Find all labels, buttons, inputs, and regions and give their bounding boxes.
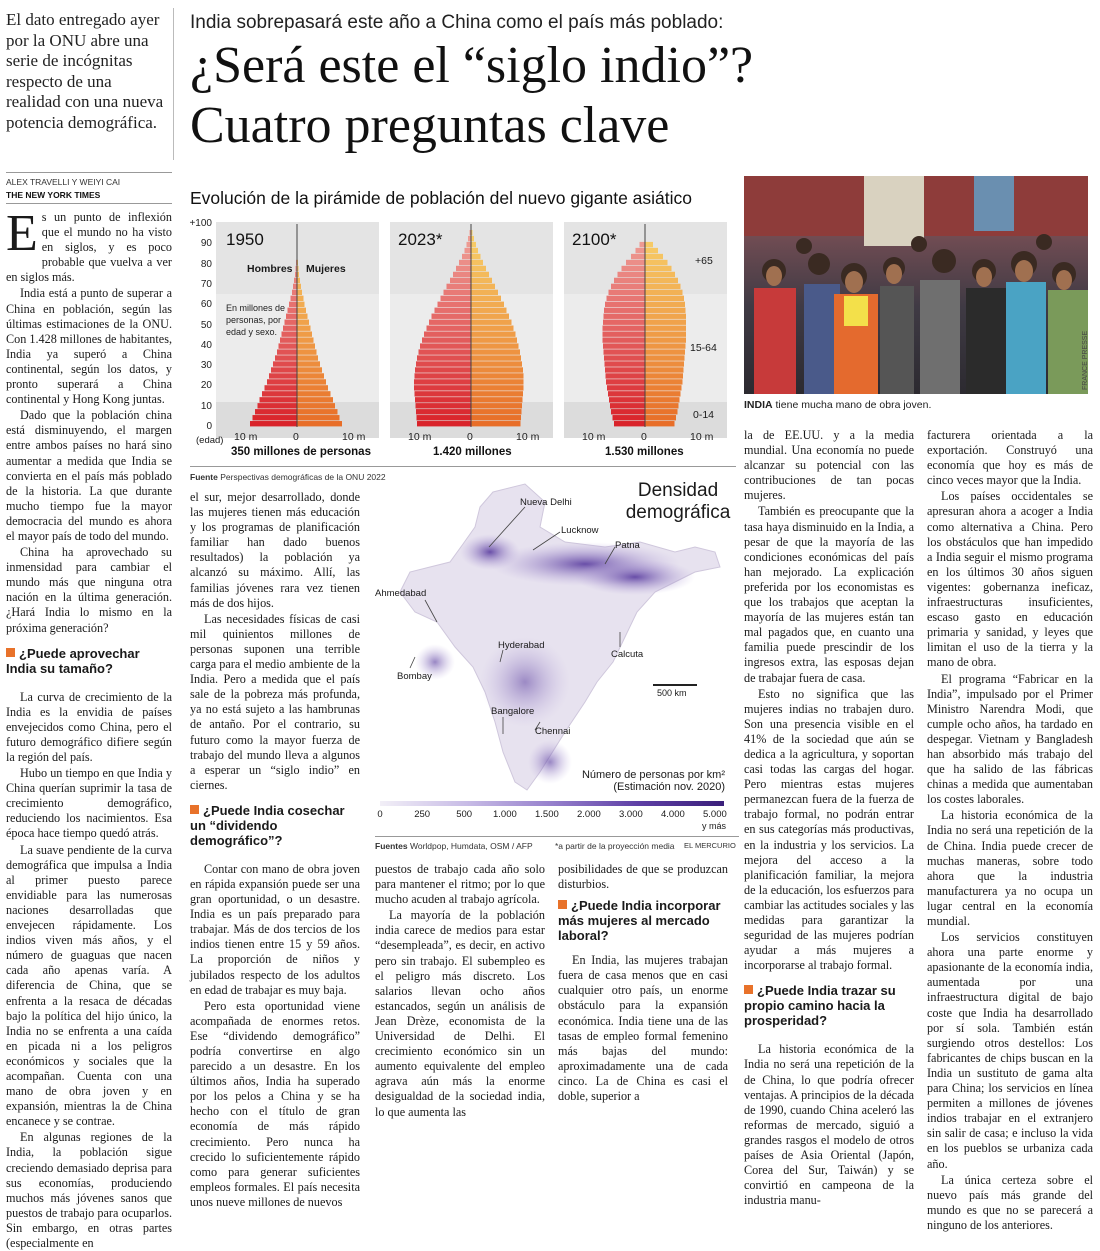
- pyramid-bar-women: [297, 391, 331, 396]
- pyramid-bar-women: [471, 343, 519, 348]
- kicker: India sobrepasará este año a China como el país más poblado:: [190, 12, 723, 34]
- pyramid-bar-men: [607, 296, 646, 301]
- pyramid-bar-men: [603, 331, 646, 336]
- total-1950: 350 millones de personas: [231, 446, 371, 458]
- article-column-2: [190, 490, 360, 1078]
- pyramid-bar-men: [614, 278, 645, 283]
- pyramid-bar-women: [471, 278, 492, 283]
- city-nueva-delhi: Nueva Delhi: [520, 497, 572, 508]
- pyramid-bar-men: [603, 326, 646, 331]
- pyramid-bar-men: [260, 397, 298, 402]
- legend-men: Hombres: [247, 263, 293, 275]
- label-15-64: 15-64: [690, 342, 717, 354]
- pyramid-bar-women: [645, 278, 678, 283]
- projection-note: *a partir de la proyección media: [555, 841, 675, 851]
- xtick: 0: [641, 431, 647, 443]
- pyramid-bar-women: [297, 397, 333, 402]
- pyramid-bar-women: [645, 290, 683, 295]
- city-patna: Patna: [615, 540, 640, 551]
- pyramid-bar-men: [416, 409, 471, 414]
- pyramid-bar-women: [645, 337, 686, 342]
- age-tick: 70: [186, 279, 212, 290]
- headline-line-2: Cuatro preguntas clave: [190, 98, 669, 154]
- pyramid-bar-men: [607, 385, 645, 390]
- total-2100: 1.530 millones: [605, 446, 684, 458]
- paragraph: el sur, mejor desarrollado, donde las mujeres tienen más educación y los programas de planificación familiar han dado buenos resultados) la población ya alcanzó su máximo. Allí, las familias jóvenes rara vez tienen más de dos hijos.: [190, 490, 360, 611]
- year-label-2100: 2100*: [572, 230, 616, 250]
- pyramid-bar-women: [645, 373, 683, 378]
- pyramid-bar-men: [631, 254, 645, 259]
- pyramid-bar-women: [297, 367, 322, 372]
- pyramid-bar-women: [297, 296, 304, 301]
- pyramid-bar-women: [297, 320, 309, 325]
- pyramid-bar-women: [645, 409, 678, 414]
- pyramid-bar-men: [636, 248, 646, 253]
- paragraph: Los países occidentales se apresuran ahora a acoger a India como alternativa a China. Pero los obstáculos que han impedido a India seguir el mismo programa en los últimos 30 años siguen vigentes: gobernanza ineficaz, infraestructuras insuficientes, escaso gasto en educación primaria y sanidad, y leyes que limitan el uso de la tierra y la mano de obra.: [927, 489, 1093, 670]
- pyramid-bar-women: [471, 326, 514, 331]
- age-tick: 30: [186, 360, 212, 371]
- pyramid-bar-women: [471, 349, 520, 354]
- pyramid-bar-women: [471, 379, 524, 384]
- article-column-4: [558, 862, 728, 1078]
- city-calcuta: Calcuta: [611, 649, 643, 660]
- chart-title: Evolución de la pirámide de población del nuevo gigante asiático: [190, 188, 692, 209]
- pyramid-bar-men: [422, 337, 471, 342]
- pyramid-bar-women: [297, 343, 315, 348]
- pyramid-bar-men: [280, 337, 297, 342]
- pyramid-bar-men: [273, 361, 297, 366]
- pyramid-bar-men: [622, 266, 646, 271]
- pyramid-bar-men: [279, 343, 298, 348]
- pyramid-bar-women: [297, 409, 338, 414]
- pyramid-bar-men: [427, 326, 472, 331]
- pyramid-bar-women: [471, 415, 521, 420]
- pyramid-bar-men: [603, 320, 645, 325]
- pyramid-bar-women: [297, 403, 335, 408]
- paragraph: Contar con mano de obra joven en rápida expansión puede ser una gran oportunidad, o un desastre. India es un país preparado para trabajar. Más de dos tercios de los indios tienen entre 15 y 59 años. La proporción de niños y jubilados respecto de los adultos en edad de trabajar es muy baja.: [190, 862, 360, 998]
- pyramid-bar-men: [603, 343, 645, 348]
- pyramid-bar-men: [605, 367, 645, 372]
- paragraph: Dado que la población china está disminuyendo, el margen entre ambos países no hará sino aumentar a medida que India se convierta en el país más poblado de la historia. La que durante mucho tiempo fue la mayor democracia del mundo es ahora el mayor país de todo del mundo.: [6, 408, 172, 544]
- pyramid-bar-women: [645, 349, 685, 354]
- city-bangalore: Bangalore: [491, 706, 534, 717]
- pyramid-bar-men: [265, 385, 298, 390]
- legend-tick: 0: [377, 809, 382, 820]
- pyramid-bar-women: [645, 355, 685, 360]
- paragraph: la de EE.UU. y a la media mundial. Una economía no puede alcanzar su potencial con las contribuciones de tan pocas mujeres.: [744, 428, 914, 503]
- pyramid-bar-men: [459, 260, 471, 265]
- intro-text: El dato entregado ayer por la ONU abre una serie de incógnitas respecto de una realidad con una nueva potencia demográfica.: [6, 10, 166, 133]
- pyramid-bar-men: [626, 260, 645, 265]
- pyramid-bar-men: [609, 397, 645, 402]
- pyramid-bar-women: [471, 242, 476, 247]
- pyramid-bar-men: [415, 367, 471, 372]
- legend-tick: 5.000: [703, 809, 727, 820]
- pyramid-bar-women: [645, 302, 685, 307]
- pyramid-bar-women: [471, 337, 517, 342]
- pyramid-bar-men: [420, 343, 471, 348]
- pyramid-bar-men: [414, 379, 471, 384]
- paragraph: En India, las mujeres trabajan fuera de casa menos que en casi cualquier otro país, un enorme obstáculo para la expansión económica. India tiene una de las tasas de empleo formal femenino más bajas del mundo: aproximadamente una de cada cinco. La de China es casi el doble, superior a: [558, 953, 728, 1104]
- pyramid-bar-women: [645, 343, 686, 348]
- paragraph: La historia económica de la India no será una repetición de la de China, lo que podría ofrecer ventajas. A principios de la década de 1990, cuando China aceleró las reformas de mercado, siguió a grandes rasgos el modelo de otros países de Asia Oriental (Japón, Corea del Sur, Taiwán) y se convirtió en campeona de la industria manu-: [744, 1042, 914, 1208]
- xtick: 10 m: [690, 431, 713, 443]
- pyramid-bar-men: [606, 373, 646, 378]
- xtick: 10 m: [582, 431, 605, 443]
- pyramid-bar-women: [645, 314, 686, 319]
- pyramid-bar-women: [471, 254, 481, 259]
- pyramid-bar-women: [645, 403, 679, 408]
- paragraph: s un punto de inflexión que el mundo no ha visto en siglos, y es poco probable que vuelva a ver en siglos más.: [6, 210, 172, 284]
- pyramid-bar-men: [610, 403, 645, 408]
- pyramid-bar-women: [471, 314, 509, 319]
- pyramid-bar-men: [253, 415, 298, 420]
- city-bombay: Bombay: [397, 671, 432, 682]
- age-tick: 10: [186, 401, 212, 412]
- city-chennai: Chennai: [535, 726, 570, 737]
- pyramid-bar-men: [609, 290, 646, 295]
- pyramid-bar-men: [416, 403, 472, 408]
- pyramid-bar-men: [417, 421, 471, 426]
- pyramid-bar-women: [645, 421, 675, 426]
- pyramid-bar-women: [645, 308, 686, 313]
- pyramid-bar-women: [297, 290, 302, 295]
- byline: ALEX TRAVELLI Y WEIYI CAI: [6, 177, 120, 187]
- article-column-6: [927, 428, 1093, 1078]
- pyramid-bar-men: [604, 314, 646, 319]
- pyramid-bar-men: [435, 308, 472, 313]
- map-sources: Fuentes Worldpop, Humdata, OSM / AFP: [375, 841, 533, 851]
- pyramid-bar-men: [417, 355, 471, 360]
- pyramid-bar-men: [611, 409, 645, 414]
- pyramid-bar-women: [297, 331, 312, 336]
- age-tick: 20: [186, 380, 212, 391]
- map-rule: [375, 836, 739, 837]
- pyramid-bar-women: [645, 254, 663, 259]
- pyramid-bar-women: [645, 242, 653, 247]
- pyramid-bar-men: [605, 302, 645, 307]
- article-column-5: [744, 428, 914, 1078]
- legend-title: Número de personas por km² (Estimación nov. 2020): [563, 769, 725, 793]
- pyramid-bar-men: [608, 391, 645, 396]
- pyramid-bar-women: [645, 260, 668, 265]
- pyramid-bar-women: [471, 331, 516, 336]
- pyramid-bar-women: [297, 284, 301, 289]
- pyramid-bar-men: [417, 415, 472, 420]
- pyramid-bar-men: [277, 349, 297, 354]
- unit-note: En millones de personas, por edad y sexo.: [226, 302, 290, 338]
- pyramid-bar-women: [471, 355, 521, 360]
- pyramid-bar-women: [471, 403, 522, 408]
- city-lucknow: Lucknow: [561, 525, 599, 536]
- photo-caption: INDIA tiene mucha mano de obra joven.: [744, 399, 931, 411]
- pyramid-bar-women: [297, 349, 317, 354]
- pyramid-bar-men: [271, 367, 297, 372]
- pyramid-bar-men: [414, 385, 471, 390]
- pyramid-bar-women: [297, 421, 342, 426]
- pyramid-bar-men: [453, 272, 471, 277]
- pyramid-bar-women: [471, 367, 523, 372]
- pyramid-bar-women: [471, 248, 478, 253]
- pyramid-bar-men: [429, 320, 471, 325]
- pyramid-bar-women: [645, 331, 686, 336]
- pyramid-bar-men: [604, 349, 646, 354]
- pyramid-bar-women: [645, 296, 684, 301]
- pyramid-bar-men: [462, 254, 471, 259]
- label-65: +65: [695, 255, 713, 267]
- legend-tick: 4.000: [661, 809, 685, 820]
- source-paper: THE NEW YORK TIMES: [6, 190, 100, 200]
- density-legend-bar: [380, 801, 724, 806]
- pyramid-bar-men: [415, 373, 472, 378]
- xtick: 10 m: [342, 431, 365, 443]
- pyramid-bar-women: [471, 385, 524, 390]
- paragraph: Las necesidades físicas de casi mil quinientos millones de personas suponen una terrible carga para el medio ambiente de la India. Pero a medida que el país sale de la pobreza más profunda, ya no está sujeto a las hambrunas de antaño. Por el contrario, su futuro como la mayor fuerza de trabajo del mundo lleva a algunos a esperar un “siglo indio” en ciernes.: [190, 612, 360, 793]
- pyramid-bar-women: [471, 290, 498, 295]
- pyramid-bar-men: [613, 415, 646, 420]
- pyramid-bar-women: [471, 284, 495, 289]
- city-ahmedabad: Ahmedabad: [375, 588, 426, 599]
- paragraph: También es preocupante que la tasa haya disminuido en la India, a pesar de que la mayoría de las condiciones económicas del país han mejorado. La explicación preferida por los economistas es que los trabajos que aceptan la mayoría de las mujeres están tan mal pagados que, en cuanto una familia puede prescindir de los ingresos extra, las esposas dejan de trabajar fuera de casa.: [744, 504, 914, 685]
- year-label-1950: 1950: [226, 230, 264, 250]
- headline-line-1: ¿Será este el “siglo indio”?: [190, 38, 753, 94]
- pyramid-bar-men: [604, 355, 645, 360]
- pyramid-bar-men: [275, 355, 297, 360]
- pyramid-bar-women: [471, 409, 522, 414]
- pyramid-bar-women: [297, 308, 306, 313]
- pyramid-bar-women: [471, 302, 504, 307]
- pyramid-bar-men: [293, 284, 297, 289]
- total-2023: 1.420 millones: [433, 446, 512, 458]
- legend-tick: 1.000: [493, 809, 517, 820]
- pyramid-bar-women: [471, 272, 489, 277]
- pyramid-bar-women: [645, 272, 675, 277]
- pyramid-bar-men: [467, 242, 472, 247]
- legend-tick: 1.500: [535, 809, 559, 820]
- pyramid-bar-women: [645, 367, 684, 372]
- paragraph: Esto no significa que las mujeres indias no trabajen duro. Son una presencia visible en el 41% de la sociedad que aún se dedica a la agricultura, y soportan casi todas las cargas del hogar. Pero mientras estas mujeres permanezcan fuera de la fuerza de trabajo formal, no podrán entrar en sus categorías más productivas, en la industria y los servicios. La mejora del acceso a la planificación familiar, la mejora de la educación, los esfuerzos para cambiar las actitudes sociales y las medidas para garantizar la seguridad de las mujeres podrían ayudar a más mujeres a incorporarse al trabajo formal.: [744, 687, 914, 974]
- pyramid-bar-men: [438, 302, 472, 307]
- pyramid-bar-men: [605, 361, 646, 366]
- pyramid-bar-women: [645, 326, 686, 331]
- age-axis-label: (edad): [196, 435, 223, 446]
- pyramid-bar-men: [456, 266, 471, 271]
- pyramid-bar-women: [645, 266, 672, 271]
- pyramid-bar-men: [640, 242, 646, 247]
- label-0-14: 0-14: [693, 409, 714, 421]
- pyramid-bar-women: [471, 421, 521, 426]
- pyramid-bar-women: [645, 397, 680, 402]
- pyramid-bar-women: [471, 266, 486, 271]
- pyramid-bar-women: [297, 361, 320, 366]
- age-tick: 40: [186, 340, 212, 351]
- pyramid-bar-men: [415, 397, 471, 402]
- pyramid-bar-women: [645, 284, 681, 289]
- dropcap: E: [6, 212, 38, 256]
- pyramid-bar-women: [297, 385, 328, 390]
- legend-tick: 250: [414, 809, 430, 820]
- paragraph: India está a punto de superar a China en población, según las últimas estimaciones de la ONU. Con 1.428 millones de habitantes, India ya superó a China continental, según los datos, y pronto superará a China continental y Hong Kong juntas.: [6, 286, 172, 407]
- pyramid-bar-women: [297, 355, 318, 360]
- pyramid-bar-women: [297, 379, 326, 384]
- population-pyramids: [0, 0, 740, 470]
- paragraph: Pero esta oportunidad viene acompañada de enormes retos. Ese “dividendo demográfico” podría convertirse en algo parecido a un desastre. En los últimos años, India ha superado por los pelos a China y se ha hecho con el título de gran economía de más rápido crecimiento. Pero nunca ha crecido lo suficientemente rápido como para generar suficientes empleos formales. El país necesita unos nueve millones de nuevos: [190, 999, 360, 1210]
- pyramid-bar-women: [471, 391, 523, 396]
- pyramid-bar-men: [255, 409, 297, 414]
- pyramid-bar-men: [289, 302, 297, 307]
- paragraph: El programa “Fabricar en la India”, impulsado por el Primer Ministro Narendra Modi, que cumple ocho años, ha tardado en despegar. Vietnam y Bangladesh han absorbido más trabajo del que ha salido de las fábricas chinas a medida que aumentaban los costes laborales.: [927, 672, 1093, 808]
- pyramid-bar-women: [471, 308, 507, 313]
- pyramid-bar-men: [416, 361, 471, 366]
- crowd-illustration: [744, 176, 1088, 394]
- age-tick: 60: [186, 299, 212, 310]
- paragraph: La mayoría de la población india carece de medios para estar “desempleada”, es decir, en activo pero sin trabajo. El subempleo es el peligro más discreto. Los salarios llevan ocho años estancados, según un análisis de Jean Drèze, economista de la Universidad de Delhi. El crecimiento económico sin un aumento equivalente del empleo agrava aún más la enorme desigualdad de la sociedad india, lo que aumenta las: [375, 908, 545, 1119]
- pyramid-bar-men: [292, 290, 297, 295]
- year-label-2023: 2023*: [398, 230, 442, 250]
- age-tick: +100: [186, 218, 212, 229]
- pyramid-bar-women: [471, 397, 523, 402]
- crowd-photo: [744, 176, 1088, 394]
- pyramid-bar-men: [262, 391, 297, 396]
- xtick: 10 m: [516, 431, 539, 443]
- section-heading: ¿Puede India cosechar un “dividendo demográfico”?: [190, 803, 360, 848]
- pyramid-bar-women: [297, 415, 340, 420]
- pyramid-bar-men: [291, 296, 298, 301]
- paragraph: puestos de trabajo cada año solo para mantener el ritmo; por lo que mucho acuden al trabajo agrícola.: [375, 862, 545, 907]
- article-column-3: [375, 862, 545, 1078]
- pyramid-bar-women: [297, 373, 324, 378]
- pyramid-bar-men: [447, 284, 472, 289]
- paragraph: La historia económica de la India no será una repetición de la de China. India puede crecer de muchas maneras, sobre todo ahora que la industria manufacturera ya no ocupa un lugar central en la economía mundial.: [927, 808, 1093, 929]
- xtick: 10 m: [234, 431, 257, 443]
- pyramid-bar-women: [297, 326, 311, 331]
- age-tick: 90: [186, 238, 212, 249]
- pyramid-bar-men: [424, 331, 471, 336]
- pyramid-bar-women: [645, 391, 681, 396]
- pyramid-bar-men: [614, 421, 645, 426]
- legend-tick: 3.000: [619, 809, 643, 820]
- pyramid-bar-men: [267, 379, 297, 384]
- pyramid-bar-women: [645, 415, 676, 420]
- pyramid-bar-men: [250, 421, 297, 426]
- density-map: [375, 472, 739, 832]
- section-heading: ¿Puede India trazar su propio camino hacia la prosperidad?: [744, 983, 914, 1028]
- city-hyderabad: Hyderabad: [498, 640, 544, 651]
- xtick: 0: [293, 431, 299, 443]
- pyramid-bar-women: [471, 373, 524, 378]
- pyramid-bar-men: [606, 379, 645, 384]
- chart-source: Fuente Perspectivas demográficas de la ONU 2022: [190, 472, 386, 482]
- pyramid-bar-women: [471, 260, 483, 265]
- paragraph: En algunas regiones de la India, la población sigue creciendo demasiado deprisa para sus economías, produciendo muchos más jóvenes sanos que puestos de trabajo para ocuparlos. Sin embargo, en otras partes (especialmente en: [6, 1130, 172, 1251]
- legend-more: y más: [702, 821, 726, 831]
- pyramid-bar-men: [465, 248, 472, 253]
- pyramid-bar-women: [297, 337, 314, 342]
- pyramid-bar-men: [444, 290, 472, 295]
- section-heading: ¿Puede India incorporar más mujeres al mercado laboral?: [558, 898, 728, 943]
- paragraph: La única certeza sobre el nuevo país más grande del mundo es que no se parecerá a ninguno de los anteriores.: [927, 1173, 1093, 1233]
- pyramid-bar-women: [645, 361, 684, 366]
- pyramid-bar-men: [258, 403, 298, 408]
- age-tick: 0: [186, 421, 212, 432]
- pyramid-bar-men: [604, 308, 645, 313]
- pyramid-bar-men: [618, 272, 646, 277]
- pyramid-bar-women: [645, 379, 683, 384]
- pyramid-bar-women: [645, 320, 686, 325]
- xtick: 0: [467, 431, 473, 443]
- xtick: 10 m: [408, 431, 431, 443]
- photo-credit: FRANCE PRESSE: [1082, 310, 1089, 390]
- section-heading: ¿Puede aprovechar India su tamaño?: [6, 646, 172, 676]
- pyramid-bar-men: [415, 391, 472, 396]
- pyramid-bar-women: [297, 302, 305, 307]
- legend-tick: 2.000: [577, 809, 601, 820]
- pyramid-bar-women: [645, 385, 682, 390]
- paragraph: China ha aprovechado su inmensidad para cambiar el mundo más que ninguna otra nación en la última generación. ¿Hará India lo mismo en la próxima generación?: [6, 545, 172, 636]
- paragraph: facturera orientada a la exportación. Construyó una economía que hoy es más de cinco veces mayor que la India.: [927, 428, 1093, 488]
- pyramid-bar-men: [419, 349, 472, 354]
- pyramid-bar-men: [603, 337, 646, 342]
- pyramid-bar-women: [471, 320, 512, 325]
- pyramid-bar-women: [471, 296, 501, 301]
- brand: EL MERCURIO: [684, 841, 736, 850]
- legend-tick: 500: [456, 809, 472, 820]
- legend-women: Mujeres: [306, 263, 346, 275]
- paragraph: Los servicios constituyen ahora una parte enorme y apasionante de la economía india, aumentada por una infraestructura digital de bajo coste que India ha desarrollado por sí sola. También están surgiendo otros destellos: Los fabricantes de chips buscan en la India un sustituto de gama alta para China; los servicios en línea permiten a millones de jóvenes indios trabajar en el extranjero sin salir de casa; e incluso la vida en los pueblos se urbaniza cada año.: [927, 930, 1093, 1172]
- age-tick: 50: [186, 320, 212, 331]
- map-title: Densidad demográfica: [619, 480, 737, 524]
- paragraph: La suave pendiente de la curva demográfica que impulsa a India al primer puesto parece envidiable para las numerosas naciones desarrolladas que envejecen rápidamente. Los indios viven más años, y el número de guaguas que nacen cada año apenas varía. A diferencia de China, que se enfrenta a la resaca de décadas bajo la política del hijo único, la India no se enfrenta a una caída en picada ni a los peligros económicos y sociales que la acompañan. Cuenta con una mano de obra joven y en expansión, mientras la de China encanece y se contrae.: [6, 843, 172, 1130]
- pyramid-bar-men: [450, 278, 471, 283]
- paragraph: La curva de crecimiento de la India es la envidia de países envejecidos como China, pero el futuro demográfico difiere según la región del país.: [6, 690, 172, 765]
- pyramid-bar-men: [269, 373, 297, 378]
- paragraph: posibilidades de que se produzcan disturbios.: [558, 862, 728, 892]
- scale-label: 500 km: [657, 688, 687, 698]
- age-tick: 80: [186, 259, 212, 270]
- pyramid-bar-women: [471, 361, 522, 366]
- pyramid-bar-women: [645, 248, 658, 253]
- pyramid-bar-women: [297, 314, 308, 319]
- pyramid-bar-men: [441, 296, 472, 301]
- chart-rule: [190, 466, 736, 467]
- pyramid-bar-men: [432, 314, 472, 319]
- pyramid-bar-men: [611, 284, 645, 289]
- paragraph: Hubo un tiempo en que India y China querían suprimir la tasa de crecimiento demográfico, reduciendo los nacimientos. Esa época hace tiempo quedó atrás.: [6, 766, 172, 841]
